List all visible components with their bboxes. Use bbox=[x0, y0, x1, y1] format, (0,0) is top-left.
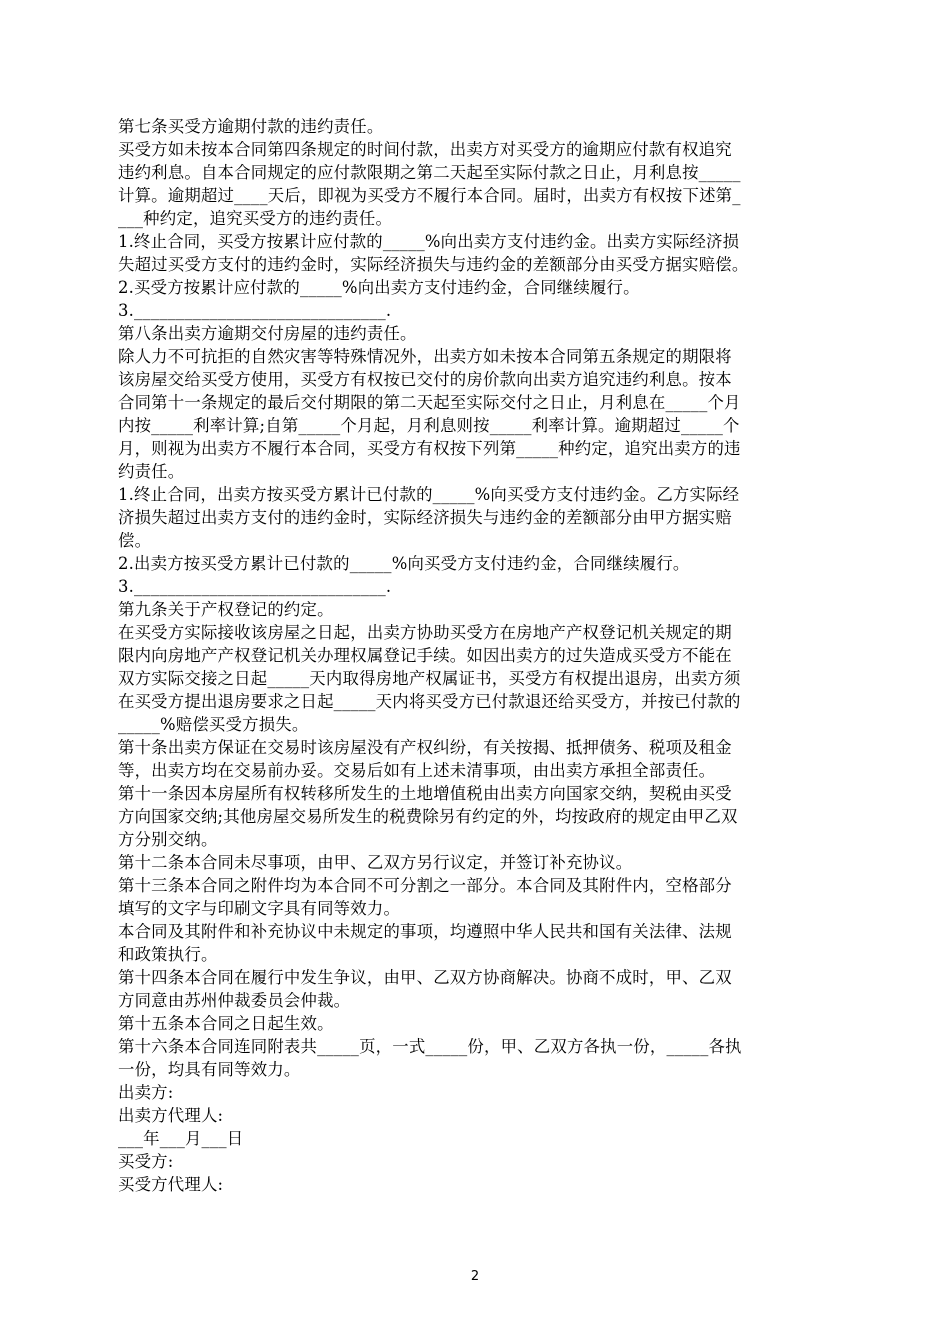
text-line: 3.______________________________. bbox=[118, 577, 392, 596]
text-line: 第十四条本合同在履行中发生争议，由甲、乙双方协商解决。协商不成时，甲、乙双 bbox=[118, 968, 732, 987]
text-line: 方向国家交纳;其他房屋交易所发生的税费除另有约定的外，均按政府的规定由甲乙双 bbox=[118, 807, 738, 826]
text-line: _____%赔偿买受方损失。 bbox=[118, 715, 309, 734]
text-line: 1.终止合同，买受方按累计应付款的_____%向出卖方支付违约金。出卖方实际经济损 bbox=[118, 232, 740, 251]
text-line: 1.终止合同，出卖方按买受方累计已付款的_____%向买受方支付违约金。乙方实际经 bbox=[118, 485, 740, 504]
text-line: 偿。 bbox=[118, 531, 152, 550]
signature-date-line: ___年___月___日 bbox=[118, 1129, 244, 1148]
text-line: 计算。逾期超过____天后，即视为买受方不履行本合同。届时，出卖方有权按下述第_ bbox=[118, 186, 741, 205]
document-body bbox=[118, 115, 834, 1196]
signature-seller-agent-label: 出卖方代理人: bbox=[118, 1106, 224, 1125]
text-line: 在买受方实际接收该房屋之日起，出卖方协助买受方在房地产产权登记机关规定的期 bbox=[118, 623, 732, 642]
text-line: 第八条出卖方逾期交付房屋的违约责任。 bbox=[118, 324, 417, 343]
text-line: 第十三条本合同之附件均为本合同不可分割之一部分。本合同及其附件内，空格部分 bbox=[118, 876, 732, 895]
text-line: 方同意由苏州仲裁委员会仲裁。 bbox=[118, 991, 351, 1010]
text-line: ___种约定，追究买受方的违约责任。 bbox=[118, 209, 393, 228]
text-line: 第九条关于产权登记的约定。 bbox=[118, 600, 334, 619]
text-line: 方分别交纳。 bbox=[118, 830, 218, 849]
text-line: 内按_____利率计算;自第_____个月起，月利息则按_____利率计算。逾期超过_____个 bbox=[118, 416, 740, 435]
text-line: 2.买受方按累计应付款的_____%向出卖方支付违约金，合同继续履行。 bbox=[118, 278, 640, 297]
text-line: 等，出卖方均在交易前办妥。交易后如有上述未清事项，由出卖方承担全部责任。 bbox=[118, 761, 716, 780]
text-line: 在买受方提出退房要求之日起_____天内将买受方已付款退还给买受方，并按已付款的 bbox=[118, 692, 741, 711]
text-line: 一份，均具有同等效力。 bbox=[118, 1060, 301, 1079]
text-line: 第十六条本合同连同附表共_____页，一式_____份，甲、乙双方各执一份，_____各执 bbox=[118, 1037, 742, 1056]
text-line: 第十二条本合同未尽事项，由甲、乙双方另行议定，并签订补充协议。 bbox=[118, 853, 633, 872]
text-line: 和政策执行。 bbox=[118, 945, 218, 964]
text-line: 月，则视为出卖方不履行本合同，买受方有权按下列第_____种约定，追究出卖方的违 bbox=[118, 439, 741, 458]
text-line: 约责任。 bbox=[118, 462, 185, 481]
page-number: 2 bbox=[470, 1269, 480, 1284]
text-line: 第十一条因本房屋所有权转移所发生的土地增值税由出卖方向国家交纳，契税由买受 bbox=[118, 784, 732, 803]
signature-buyer-agent-label: 买受方代理人: bbox=[118, 1175, 224, 1194]
text-line: 违约利息。自本合同规定的应付款限期之第二天起至实际付款之日止，月利息按_____ bbox=[118, 163, 741, 182]
text-line: 第十条出卖方保证在交易时该房屋没有产权纠纷，有关按揭、抵押债务、税项及租金 bbox=[118, 738, 732, 757]
text-line: 限内向房地产产权登记机关办理权属登记手续。如因出卖方的过失造成买受方不能在 bbox=[118, 646, 732, 665]
text-line: 填写的文字与印刷文字具有同等效力。 bbox=[118, 899, 401, 918]
text-line: 第十五条本合同之日起生效。 bbox=[118, 1014, 334, 1033]
signature-seller-label: 出卖方: bbox=[118, 1083, 174, 1102]
signature-buyer-label: 买受方: bbox=[118, 1152, 174, 1171]
text-line: 买受方如未按本合同第四条规定的时间付款，出卖方对买受方的逾期应付款有权追究 bbox=[118, 140, 732, 159]
text-line: 济损失超过出卖方支付的违约金时，实际经济损失与违约金的差额部分由甲方据实赔 bbox=[118, 508, 732, 527]
text-line: 失超过买受方支付的违约金时，实际经济损失与违约金的差额部分由买受方据实赔偿。 bbox=[118, 255, 749, 274]
text-line: 3.______________________________. bbox=[118, 301, 392, 320]
text-line: 双方实际交接之日起_____天内取得房地产权属证书，买受方有权提出退房，出卖方须 bbox=[118, 669, 741, 688]
text-line: 2.出卖方按买受方累计已付款的_____%向买受方支付违约金，合同继续履行。 bbox=[118, 554, 690, 573]
text-line: 本合同及其附件和补充协议中未规定的事项，均遵照中华人民共和国有关法律、法规 bbox=[118, 922, 732, 941]
text-line: 第七条买受方逾期付款的违约责任。 bbox=[118, 117, 384, 136]
text-line: 该房屋交给买受方使用，买受方有权按已交付的房价款向出卖方追究违约利息。按本 bbox=[118, 370, 732, 389]
text-line: 除人力不可抗拒的自然灾害等特殊情况外，出卖方如未按本合同第五条规定的期限将 bbox=[118, 347, 732, 366]
text-line: 合同第十一条规定的最后交付期限的第二天起至实际交付之日止，月利息在_____个月 bbox=[118, 393, 741, 412]
